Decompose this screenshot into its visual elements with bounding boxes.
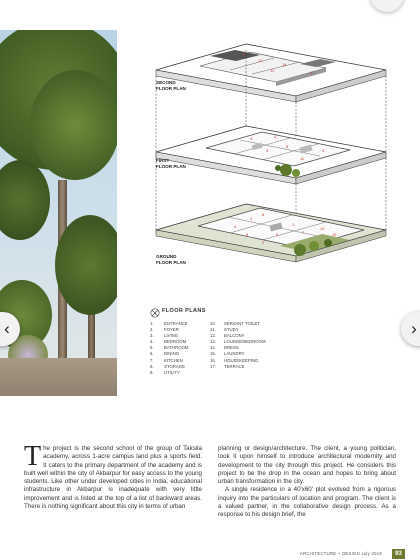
legend-item: 17. TERRACE <box>210 363 245 369</box>
ground-floor-plan <box>156 204 386 262</box>
article-column-1 <box>24 441 202 511</box>
legend-item: 12. BALCONY <box>210 333 245 339</box>
room-number: 15 <box>332 232 337 237</box>
room-number: 6 <box>262 212 265 217</box>
legend-item: 8. STORAGE <box>150 363 185 369</box>
room-number: 8 <box>276 232 279 237</box>
room-number: 7 <box>302 230 305 235</box>
room-number: 8 <box>246 232 249 237</box>
room-number: 17 <box>242 51 247 56</box>
room-number: 4 <box>322 148 325 153</box>
ground-floor-label: GROUND FLOOR PLAN <box>156 254 186 265</box>
legend-item: 7. KITCHEN <box>150 357 183 363</box>
legend-list-left <box>150 321 189 376</box>
room-number: 2 <box>262 240 265 245</box>
page-number: 93 <box>392 549 405 559</box>
legend-item: 10. SERVANT TOILET <box>210 321 260 326</box>
drop-cap: T <box>24 441 42 472</box>
article-column-2 <box>218 445 396 520</box>
room-number: 4 <box>274 134 277 139</box>
article-paragraph: he project is the second school of the group of Taksila academy, across 1-acre campus land plus a sports field. It caters to the primary department of the academy and is built well within the city of Akbarpur for easy access to the young students. Like other under developed cities in India, educational infrastructure in Akbarpur is inadequate with very little improvement and is listed at the top of a list of backward areas. There is nothing significant about this city in terms of urban <box>24 445 202 511</box>
chevron-right-icon: › <box>411 319 417 338</box>
room-number: 14 <box>282 62 287 67</box>
second-floor-label: SECOND FLOOR PLAN <box>156 80 186 91</box>
legend-item: 16. HOUSEKEEPING <box>210 357 259 363</box>
chevron-left-icon: ‹ <box>4 319 10 338</box>
room-number: 12 <box>270 68 275 73</box>
room-number: 4 <box>250 136 253 141</box>
room-number: 11 <box>300 156 305 161</box>
article-paragraph: A single residence in a 40'x60' plot evolved from a rigorous inquiry into the particulars of location and program. The client is a valued partner, in the collaborative design process. As a response to his design brief, the <box>218 486 396 519</box>
first-floor-plan <box>156 126 386 184</box>
legend-item: 13. LOUNGE/BEDROOM <box>210 339 266 345</box>
compass-icon <box>150 308 160 318</box>
room-number: 3 <box>266 148 269 153</box>
room-number: 4 <box>234 224 237 229</box>
legend-item: 9. UTILITY <box>150 369 180 375</box>
room-number: 17 <box>310 70 315 75</box>
first-floor-label: FIRST FLOOR PLAN <box>156 158 186 169</box>
legend-item: 15. LAUNDRY <box>210 351 245 357</box>
top-nav-button[interactable] <box>370 0 404 12</box>
legend-item: 11. STUDY <box>210 327 239 333</box>
legend-item: 4. BEDROOM <box>150 339 187 345</box>
legend-list-right <box>210 321 266 370</box>
legend-item: 2. FOYER <box>150 327 179 333</box>
room-number: 1 <box>292 222 295 227</box>
article-paragraph: planning or design/architecture. The client, a young politician, took it upon himself to introduce architectural modernity and development to the city through this project. He considers this project to be the drop in the ocean and hopes to bring about urban transformation in the city. <box>218 445 396 486</box>
next-page-button[interactable] <box>401 312 420 346</box>
room-number: 5 <box>286 144 289 149</box>
room-number: 12 <box>258 58 263 63</box>
magazine-footer: ARCHITECTURE + DESIGN July 2019 <box>300 551 383 556</box>
legend-item: 14. DRESS <box>210 345 239 351</box>
legend-item: 5. BATHROOM <box>150 345 189 351</box>
legend-item: 3. LIVING <box>150 333 179 339</box>
second-floor-plan <box>156 44 386 102</box>
legend-title: FLOOR PLANS <box>162 308 206 314</box>
legend-item: 6. DINING <box>150 351 180 357</box>
legend-item: 1. ENTRANCE <box>150 321 188 326</box>
site-photo <box>0 30 117 396</box>
room-number: 10 <box>320 226 325 231</box>
room-number: 1 <box>250 216 253 221</box>
